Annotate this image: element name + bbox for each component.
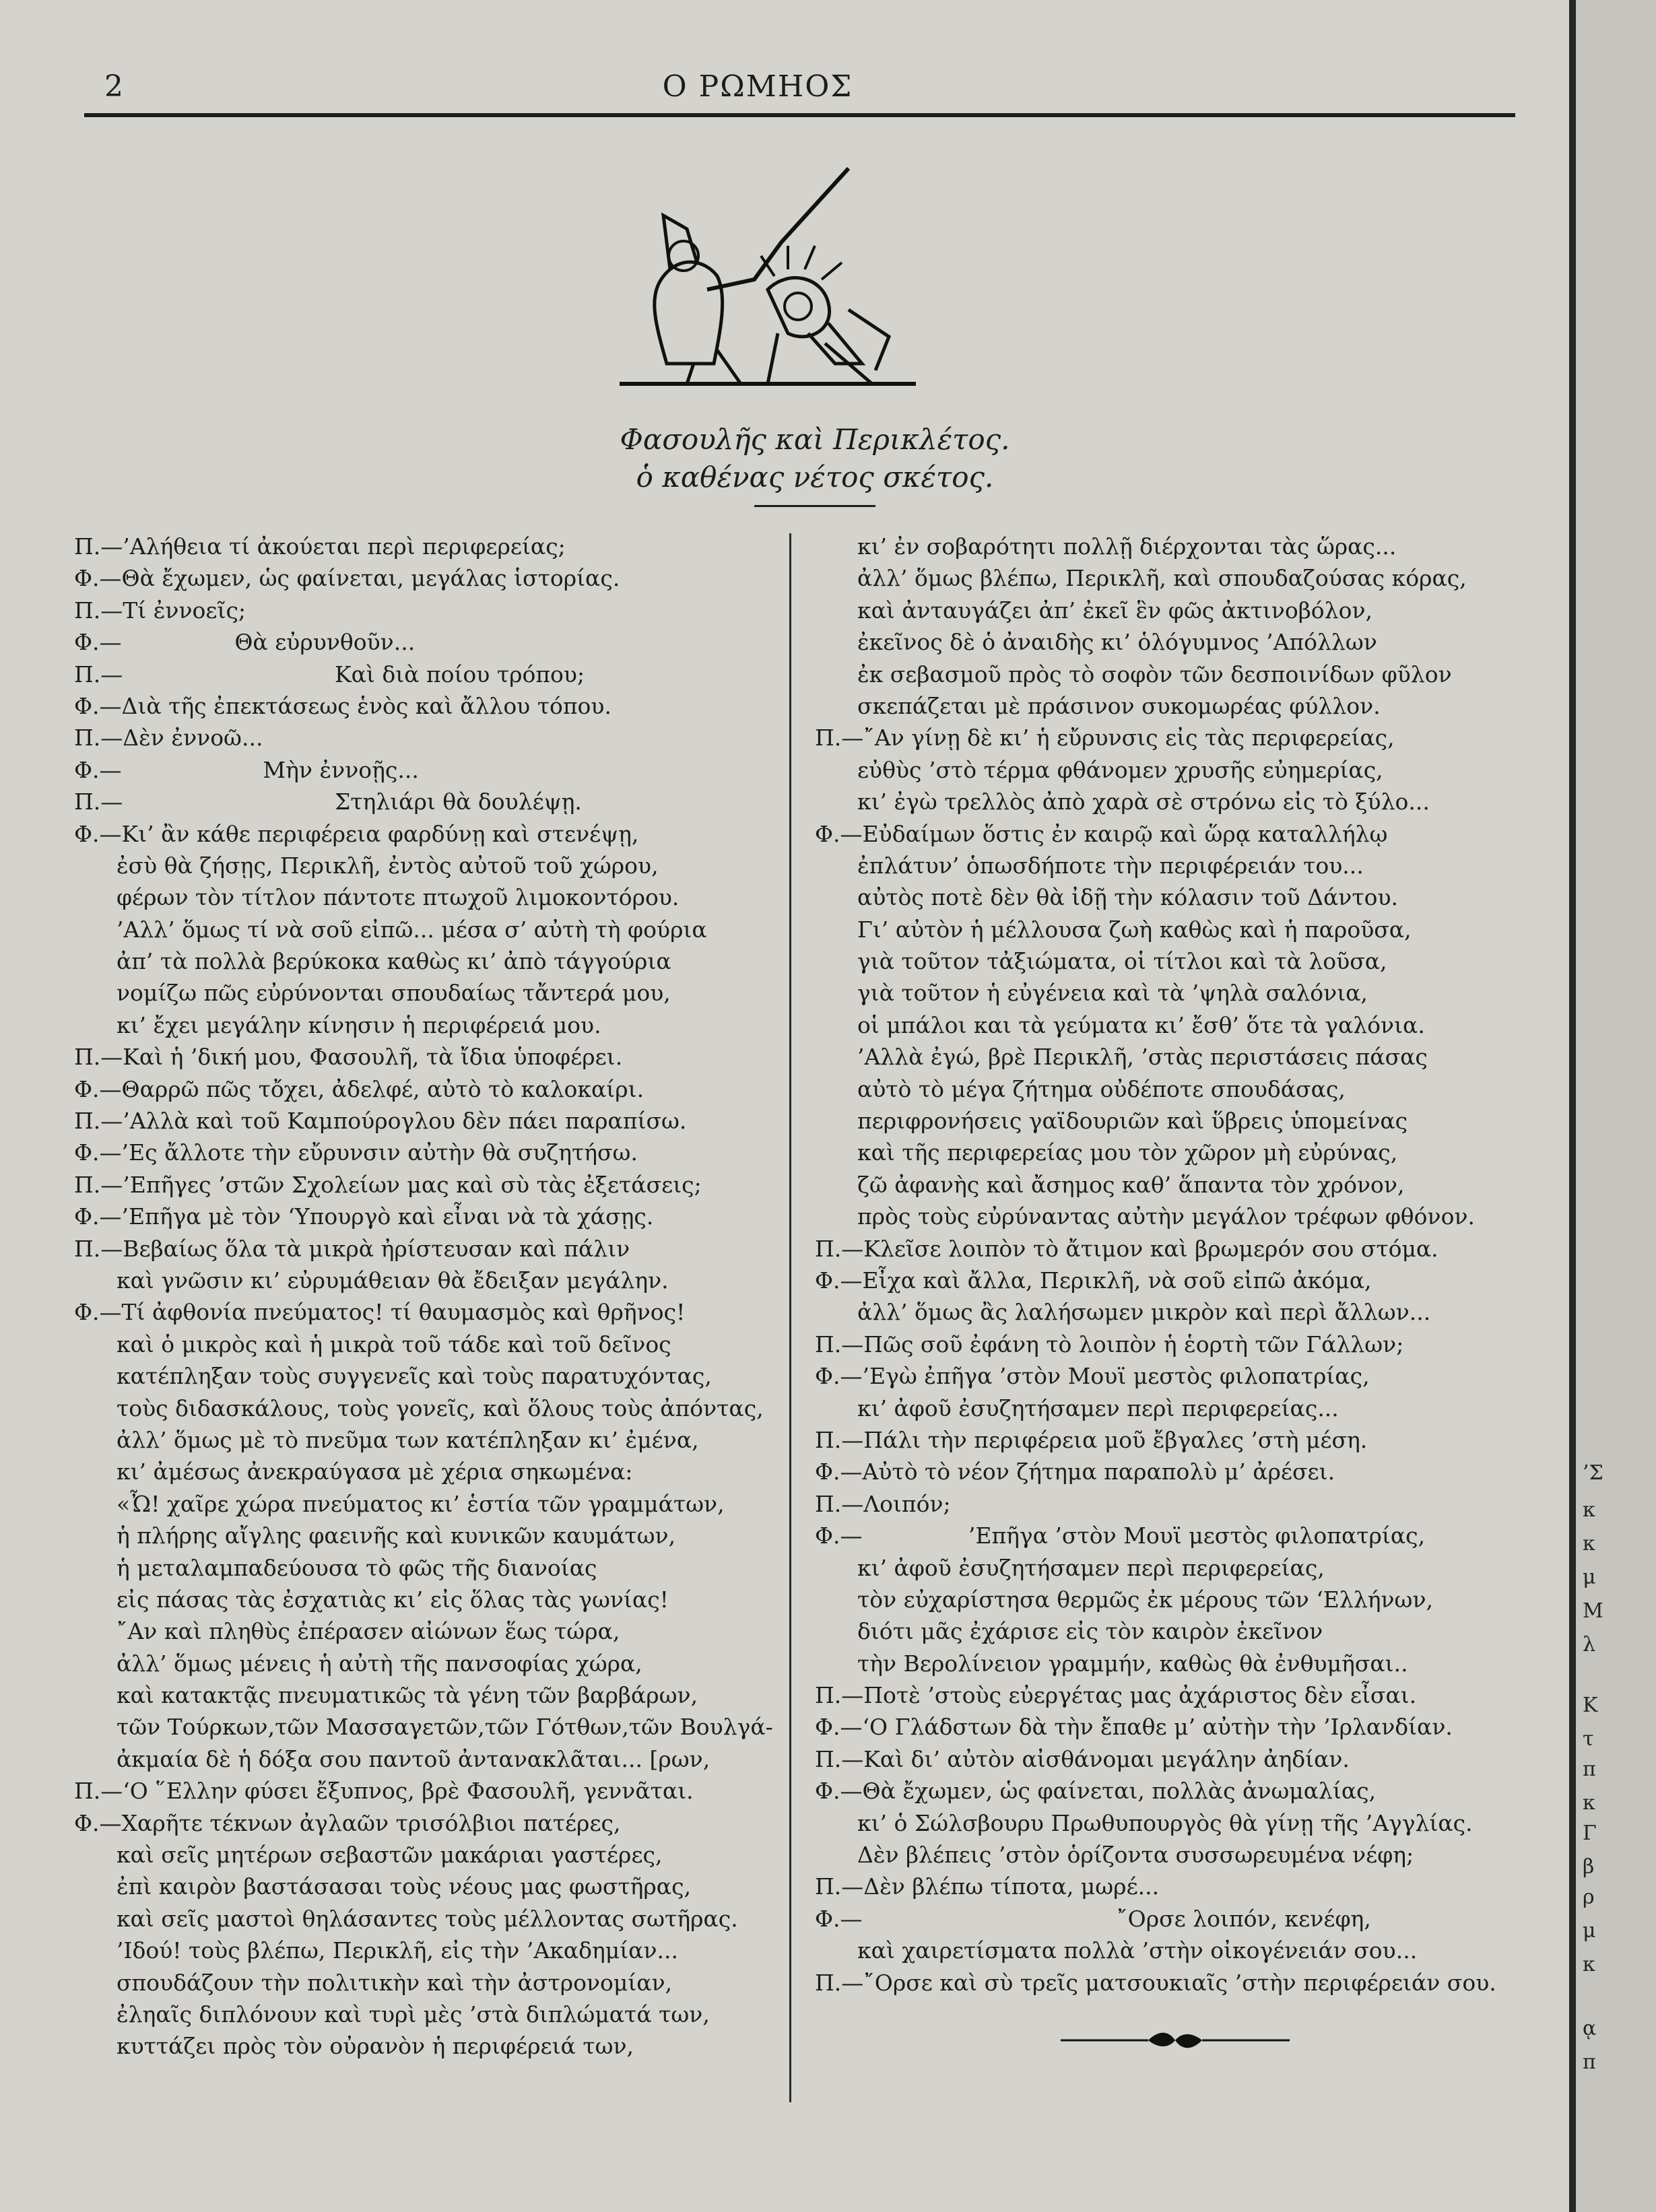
margin-fragment: Κ	[1583, 1694, 1598, 1717]
text-line: Π.—Ποτὲ ’στοὺς εὐεργέτας μας ἀχάριστος δὲν εἶσαι.	[815, 1682, 1417, 1709]
text-line: ἀλλ’ ὅμως ἂς λαλήσωμεν μικρὸν καὶ περὶ ἄλλων...	[815, 1299, 1431, 1326]
text-line: ῎Αν καὶ πληθὺς ἐπέρασεν αἰώνων ἕως τώρα,	[74, 1618, 620, 1645]
text-line: σπουδάζουν τὴν πολιτικὴν καὶ τὴν ἀστρονομίαν,	[74, 1969, 673, 1996]
text-line: ἀλλ’ ὅμως μὲ τὸ πνεῦμα των κατέπληξαν κι’ ἐμένα,	[74, 1426, 699, 1453]
text-line: νομίζω πῶς εὐρύνονται σπουδαίως τἄντερά μου,	[74, 980, 671, 1007]
text-line: Π.—῎Αν γίνῃ δὲ κι’ ἡ εὔρυνσις εἰς τὰς περιφερείας,	[815, 725, 1395, 751]
text-line: οἱ μπάλοι και τὰ γεύματα κι’ ἔσθ’ ὅτε τὰ γαλόνια.	[815, 1011, 1425, 1038]
right-column	[815, 531, 1539, 1999]
text-line: κι’ ἀφοῦ ἐσυζητήσαμεν περὶ περιφερείας,	[815, 1554, 1325, 1581]
text-line: Φ.—Διὰ τῆς ἐπεκτάσεως ἑνὸς καὶ ἄλλου τόπου.	[74, 692, 611, 719]
text-line: Δὲν βλέπεις ’στὸν ὁρίζοντα συσσωρευμένα νέφη;	[815, 1842, 1414, 1869]
page-number: 2	[104, 69, 123, 104]
end-ornament	[1061, 2027, 1290, 2054]
text-line: τὴν Βερολίνειον γραμμήν, καθὼς θὰ ἐνθυμῆσαι..	[815, 1650, 1408, 1677]
text-line: φέρων τὸν τίτλον πάντοτε πτωχοῦ λιμοκοντόρου.	[74, 884, 680, 911]
text-line: καὶ σεῖς μητέρων σεβαστῶν μακάριαι γαστέρες,	[74, 1842, 663, 1869]
margin-fragment: ’Σ	[1583, 1461, 1603, 1485]
text-line: Φ.—Θὰ ἔχωμεν, ὡς φαίνεται, μεγάλας ἱστορίας.	[74, 565, 620, 592]
text-line: ἐκεῖνος δὲ ὁ ἀναιδὴς κι’ ὁλόγυμνος ’Απόλλων	[815, 629, 1377, 656]
text-line: ἐσὺ θὰ ζήσῃς, Περικλῆ, ἐντὸς αὐτοῦ τοῦ χώρου,	[74, 852, 659, 879]
text-line: κι’ ἔχει μεγάλην κίνησιν ἡ περιφέρειά μου.	[74, 1011, 601, 1038]
margin-fragment: μ	[1583, 1566, 1596, 1589]
margin-fragment: μ	[1583, 1919, 1596, 1943]
text-line: τῶν Τούρκων,τῶν Μασσαγετῶν,τῶν Γότθων,τῶν Βουλγά-	[74, 1714, 773, 1741]
text-line: Π.—Καὶ ἡ ’δική μου, Φασουλῆ, τὰ ἴδια ὑποφέρει.	[74, 1044, 623, 1071]
text-line: περιφρονήσεις γαϊδουριῶν καὶ ὕβρεις ὑπομείνας	[815, 1108, 1408, 1135]
text-line: τοὺς διδασκάλους, τοὺς γονεῖς, καὶ ὅλους τοὺς ἀπόντας,	[74, 1395, 764, 1421]
text-line: ζῶ ἀφανὴς καὶ ἄσημος καθ’ ἅπαντα τὸν χρόνον,	[815, 1171, 1405, 1198]
text-line: κυττάζει πρὸς τὸν οὐρανὸν ἡ περιφέρειά των,	[74, 2033, 634, 2060]
text-line: ἡ μεταλαμπαδεύουσα τὸ φῶς τῆς διανοίας	[74, 1554, 597, 1581]
text-line: ’Ιδού! τοὺς βλέπω, Περικλῆ, εἰς τὴν ’Ακαδημίαν...	[74, 1937, 678, 1964]
text-line: καὶ γνῶσιν κι’ εὐρυμάθειαν θὰ ἔδειξαν μεγάλην.	[74, 1267, 669, 1294]
text-line: ’Αλλὰ ἐγώ, βρὲ Περικλῆ, ’στὰς περιστάσεις πάσας	[815, 1044, 1428, 1071]
text-line: ἐληαῖς διπλόνουν καὶ τυρὶ μὲς ’στὰ διπλώματά των,	[74, 2001, 710, 2027]
margin-fragment: κ	[1583, 1953, 1595, 1976]
masthead-title: Ο ΡΩΜΗΟΣ	[662, 69, 853, 104]
text-line: Π.—Τί ἐννοεῖς;	[74, 597, 246, 624]
text-line: Φ.—’Επῆγα μὲ τὸν ‘Υπουργὸ καὶ εἶναι νὰ τὰ χάσῃς.	[74, 1203, 654, 1230]
text-line: Π.—’Επῆγες ’στῶν Σχολείων μας καὶ σὺ τὰς ἐξετάσεις;	[74, 1171, 702, 1198]
text-line: Φ.— ῎Ορσε λοιπόν, κενέφη,	[815, 1905, 1371, 1932]
column-rule	[789, 533, 791, 2102]
text-line: καὶ κατακτᾷς πνευματικῶς τὰ γένη τῶν βαρβάρων,	[74, 1682, 698, 1709]
adjacent-page	[1576, 0, 1656, 2212]
text-line: Φ.— ’Επῆγα ’στὸν Μουϊ μεστὸς φιλοπατρίας,	[815, 1522, 1426, 1549]
text-line: γιὰ τοῦτον τἀξιώματα, οἱ τίτλοι καὶ τὰ λοῦσα,	[815, 948, 1387, 975]
text-line: αὐτὸς ποτὲ δὲν θὰ ἰδῇ τὴν κόλασιν τοῦ Δάντου.	[815, 884, 1399, 911]
text-line: Φ.— Μὴν ἐννοῇς...	[74, 756, 419, 783]
text-line: Φ.—Εὐδαίμων ὅστις ἐν καιρῷ καὶ ὥρᾳ καταλλήλῳ	[815, 820, 1388, 847]
text-line: Φ.—’Ες ἄλλοτε τὴν εὔρυνσιν αὐτὴν θὰ συζητήσω.	[74, 1139, 638, 1166]
text-line: Π.—῎Ορσε καὶ σὺ τρεῖς ματσουκιαῖς ’στὴν περιφέρειάν σου.	[815, 1969, 1496, 1996]
text-line: καὶ τῆς περιφερείας μου τὸν χῶρον μὴ εὐρύνας,	[815, 1139, 1398, 1166]
text-line: καὶ σεῖς μαστοὶ θηλάσαντες τοὺς μέλλοντας σωτῆρας.	[74, 1905, 738, 1932]
margin-fragment: τ	[1583, 1727, 1594, 1751]
margin-fragment: κ	[1583, 1498, 1595, 1522]
text-line: Φ.—‘Ο Γλάδστων δὰ τὴν ἔπαθε μ’ αὐτὴν τὴν ’Ιρλανδίαν.	[815, 1714, 1453, 1741]
margin-fragment: Γ	[1583, 1821, 1597, 1845]
text-line: Φ.—Τί ἀφθονία πνεύματος! τί θαυμασμὸς καὶ θρῆνος!	[74, 1299, 686, 1326]
caption-rule	[754, 505, 875, 507]
text-line: «Ὦ! χαῖρε χώρα πνεύματος κι’ ἑστία τῶν γραμμάτων,	[74, 1490, 725, 1517]
text-line: Π.—Κλεῖσε λοιπὸν τὸ ἄτιμον καὶ βρωμερόν σου στόμα.	[815, 1235, 1438, 1262]
text-line: κι’ ὁ Σώλσβουρυ Πρωθυπουργὸς θὰ γίνῃ τῆς ’Αγγλίας.	[815, 1809, 1473, 1836]
text-line: ἀπ’ τὰ πολλὰ βερύκοκα καθὼς κι’ ἀπὸ τάγγούρια	[74, 948, 671, 975]
text-line: διότι μᾶς ἐχάρισε εἰς τὸν καιρὸν ἐκεῖνον	[815, 1618, 1323, 1645]
text-line: ἐπλάτυν’ ὁπωσδήποτε τὴν περιφέρειάν του...	[815, 852, 1364, 879]
text-line: Π.— Καὶ διὰ ποίου τρόπου;	[74, 661, 585, 688]
text-line: Π.—Πάλι τὴν περιφέρεια μοῦ ἔβγαλες ’στὴ μέση.	[815, 1426, 1368, 1453]
text-line: ἀκμαία δὲ ἡ δόξα σου παντοῦ ἀντανακλᾶται... [ρων,	[74, 1745, 710, 1772]
margin-fragment: π	[1583, 1757, 1596, 1781]
text-line: πρὸς τοὺς εὐρύναντας αὐτὴν μεγάλον τρέφων φθόνον.	[815, 1203, 1476, 1230]
text-line: Π.—Λοιπόν;	[815, 1490, 951, 1517]
margin-fragment: Μ	[1583, 1599, 1603, 1623]
text-line: Φ.—Κι’ ἂν κάθε περιφέρεια φαρδύνῃ καὶ στενέψῃ,	[74, 820, 639, 847]
margin-fragment: ᾳ	[1583, 2017, 1597, 2040]
caption-subtitle: ὁ καθένας νέτος σκέτος.	[636, 461, 994, 494]
text-line: Π.—Βεβαίως ὅλα τὰ μικρὰ ἠρίστευσαν καὶ πάλιν	[74, 1235, 630, 1262]
text-line: σκεπάζεται μὲ πράσινον συκομωρέας φύλλον.	[815, 692, 1381, 719]
margin-fragment: π	[1583, 2050, 1596, 2074]
text-line: τὸν εὐχαρίστησα θερμῶς ἐκ μέρους τῶν ‘Ελλήνων,	[815, 1586, 1434, 1613]
text-line: αὐτὸ τὸ μέγα ζήτημα οὐδέποτε σπουδάσας,	[815, 1075, 1346, 1102]
text-line: Π.—Δὲν βλέπω τίποτα, μωρέ...	[815, 1873, 1160, 1900]
text-line: καὶ ἀνταυγάζει ἀπ’ ἐκεῖ ἓν φῶς ἀκτινοβόλον,	[815, 597, 1373, 624]
text-line: καὶ χαιρετίσματα πολλὰ ’στὴν οἰκογένειάν σου...	[815, 1937, 1418, 1964]
margin-fragment: β	[1583, 1855, 1595, 1879]
text-line: Γι’ αὐτὸν ἡ μέλλουσα ζωὴ καθὼς καὶ ἡ παροῦσα,	[815, 916, 1412, 943]
text-line: Π.—‘Ο ῞Ελλην φύσει ἔξυπνος, βρὲ Φασουλῆ, γεννᾶται.	[74, 1778, 694, 1805]
text-line: Π.—’Αλήθεια τί ἀκούεται περὶ περιφερείας;	[74, 533, 566, 560]
text-line: Π.—Πῶς σοῦ ἐφάνη τὸ λοιπὸν ἡ ἑορτὴ τῶν Γάλλων;	[815, 1331, 1404, 1358]
text-line: Φ.—’Εγὼ ἐπῆγα ’στὸν Μουϊ μεστὸς φιλοπατρίας,	[815, 1363, 1370, 1390]
text-line: κι’ ἀφοῦ ἐσυζητήσαμεν περὶ περιφερείας...	[815, 1395, 1339, 1421]
text-line: κι’ ἐν σοβαρότητι πολλῇ διέρχονται τὰς ὥρας...	[815, 533, 1397, 560]
text-line: Φ.—Θὰ ἔχωμεν, ὡς φαίνεται, πολλὰς ἀνωμαλίας,	[815, 1778, 1377, 1805]
page-gutter	[1569, 0, 1576, 2212]
text-line: Π.—Δὲν ἐννοῶ...	[74, 725, 263, 751]
text-line: Φ.— Θὰ εὐρυνθοῦν...	[74, 629, 416, 656]
text-line: καὶ ὁ μικρὸς καὶ ἡ μικρὰ τοῦ τάδε καὶ τοῦ δεῖνος	[74, 1331, 671, 1358]
text-line: Π.—’Αλλὰ καὶ τοῦ Καμπούρογλου δὲν πάει παραπίσω.	[74, 1108, 687, 1135]
text-line: εὐθὺς ’στὸ τέρμα φθάνομεν χρυσῆς εὐημερίας,	[815, 756, 1383, 783]
text-line: Φ.—Χαρῆτε τέκνων ἀγλαῶν τρισόλβιοι πατέρες,	[74, 1809, 621, 1836]
margin-fragment: ρ	[1583, 1885, 1595, 1909]
text-line: κι’ ἐγὼ τρελλὸς ἀπὸ χαρὰ σὲ στρόνω εἰς τὸ ξύλο...	[815, 789, 1430, 815]
text-line: ἀλλ’ ὅμως βλέπω, Περικλῆ, καὶ σπουδαζούσας κόρας,	[815, 565, 1467, 592]
text-line: ἀλλ’ ὅμως μένεις ἡ αὐτὴ τῆς πανσοφίας χώρα,	[74, 1650, 642, 1677]
text-line: ἡ πλήρης αἴγλης φαεινῆς καὶ κυνικῶν καυμάτων,	[74, 1522, 676, 1549]
text-line: γιὰ τοῦτον ἡ εὐγένεια καὶ τὰ ’ψηλὰ σαλόνια,	[815, 980, 1368, 1007]
text-line: Π.—Καὶ δι’ αὐτὸν αἰσθάνομαι μεγάλην ἀηδίαν.	[815, 1745, 1350, 1772]
margin-fragment: κ	[1583, 1532, 1595, 1555]
text-line: Π.— Στηλιάρι θὰ δουλέψῃ.	[74, 789, 582, 815]
text-line: κατέπληξαν τοὺς συγγενεῖς καὶ τοὺς παρατυχόντας,	[74, 1363, 712, 1390]
text-line: ἐπὶ καιρὸν βαστάσασαι τοὺς νέους μας φωστῆρας,	[74, 1873, 692, 1900]
text-line: ἐκ σεβασμοῦ πρὸς τὸ σοφὸν τῶν δεσποινίδων φῦλον	[815, 661, 1452, 688]
text-line: κι’ ἀμέσως ἀνεκραύγασα μὲ χέρια σηκωμένα:	[74, 1459, 633, 1485]
left-column	[74, 531, 774, 2063]
cartoon-illustration	[606, 162, 929, 404]
text-line: Φ.—Θαρρῶ πῶς τὄχει, ἀδελφέ, αὐτὸ τὸ καλοκαίρι.	[74, 1075, 644, 1102]
text-line: Φ.—Εἶχα καὶ ἄλλα, Περικλῆ, νὰ σοῦ εἰπῶ ἀκόμα,	[815, 1267, 1372, 1294]
header-rule	[84, 113, 1515, 117]
text-line: Φ.—Αὐτὸ τὸ νέον ζήτημα παραπολὺ μ’ ἀρέσει.	[815, 1459, 1335, 1485]
margin-fragment: λ	[1583, 1633, 1596, 1656]
text-line: ’Αλλ’ ὅμως τί νὰ σοῦ εἰπῶ... μέσα σ’ αὐτὴ τὴ φούρια	[74, 916, 707, 943]
caption-title: Φασουλῆς καὶ Περικλέτος.	[620, 423, 1010, 456]
text-line: εἰς πάσας τὰς ἐσχατιὰς κι’ εἰς ὅλας τὰς γωνίας!	[74, 1586, 669, 1613]
margin-fragment: κ	[1583, 1791, 1595, 1815]
